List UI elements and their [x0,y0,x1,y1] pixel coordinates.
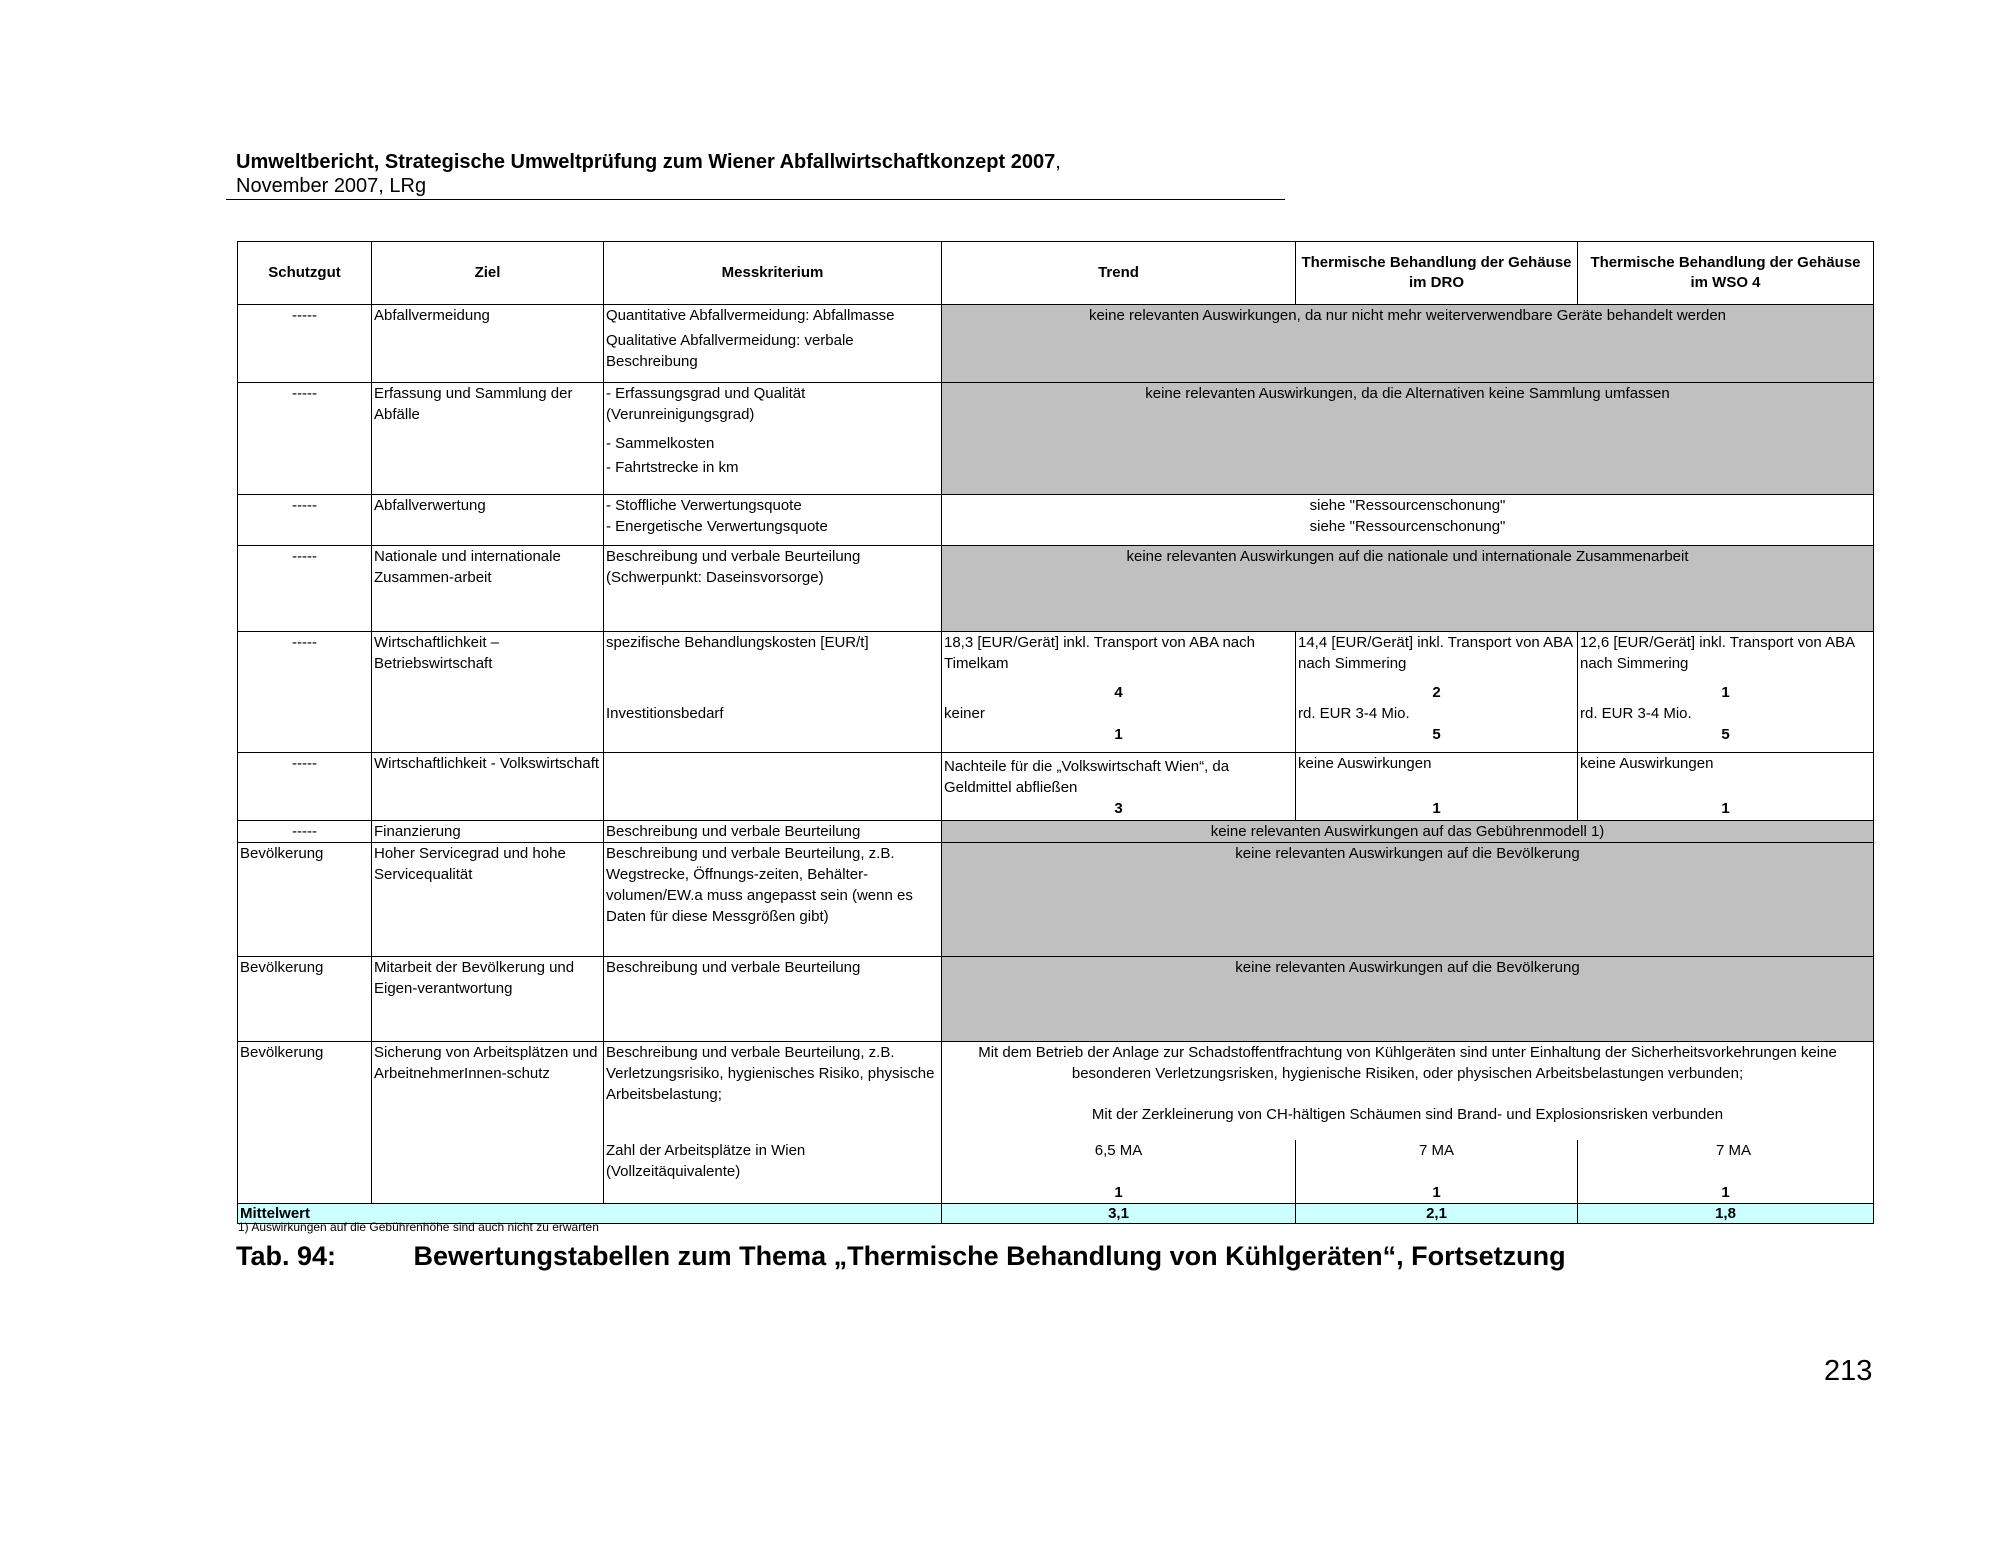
ziel-cell: Nationale und internationale Zusammen-arbeit [372,546,604,632]
column-header: Thermische Behandlung der Gehäuse im DRO [1296,242,1578,305]
table-header-row [238,242,1874,305]
value-text: 7 MA [1715,1141,1751,1159]
value-text: 14,4 [EUR/Gerät] inkl. Transport von ABA nach Simmering [1298,634,1573,672]
messkriterium-cell [604,305,942,383]
messkriterium-line: Quantitative Abfallvermeidung: Abfallmasse [606,307,895,324]
merged-assessment-cell: keine relevanten Auswirkungen auf das Gebührenmodell 1) [942,821,1874,843]
mean-dro: 2,1 [1296,1203,1578,1223]
assessment-text: Mit dem Betrieb der Anlage zur Schadstoffentfrachtung von Kühlgeräten sind unter Einhaltung der Sicherheitsvorkehrungen keine besonderen Verletzungsrisken, hygienische Risiken, oder physischen Arbeitsbelastungen verbunden; [978,1044,1837,1082]
reference-line: siehe "Ressourcenschonung" [1309,518,1506,535]
score-value: 4 [1114,684,1123,701]
ziel-cell: Wirtschaftlichkeit – Betriebswirtschaft [372,632,604,753]
evaluation-table [237,241,1874,1224]
ziel-cell: Erfassung und Sammlung der Abfälle [372,383,604,495]
table-footnote: 1) Auswirkungen auf die Gebührenhöhe sind auch nicht zu erwarten [238,1220,599,1234]
messkriterium-cell: Beschreibung und verbale Beurteilung [604,821,942,843]
schutzgut-cell: ----- [238,383,372,495]
wso-cell [1578,632,1874,753]
score-value: 1 [1432,1183,1441,1201]
score-value: 1 [1114,1183,1123,1201]
messkriterium-line: - Fahrtstrecke in km [606,459,739,476]
value-text: keine Auswirkungen [1298,755,1432,772]
messkriterium-cell [604,753,942,821]
schutzgut-cell: Bevölkerung [238,1042,372,1204]
score-value: 1 [1432,800,1441,817]
value-text: 12,6 [EUR/Gerät] inkl. Transport von ABA nach Simmering [1580,634,1855,672]
score-value: 1 [1721,800,1730,817]
schutzgut-cell: ----- [238,546,372,632]
caption-text: Bewertungstabellen zum Thema „Thermische Behandlung von Kühlgeräten“, Fortsetzung [413,1241,1566,1271]
merged-assessment-cell: keine relevanten Auswirkungen auf die Bevölkerung [942,957,1874,1042]
trend-cell [942,632,1296,753]
trend-cell [942,753,1296,821]
wso-cell [1578,1140,1874,1204]
caption-label: Tab. 94: [236,1241,337,1271]
messkriterium-line: - Energetische Verwertungsquote [606,518,828,535]
value-text: rd. EUR 3-4 Mio. [1580,705,1692,722]
table-row [238,305,1874,383]
ziel-cell: Abfallverwertung [372,495,604,546]
table-caption [236,1241,1566,1272]
messkriterium-line: Investitionsbedarf [606,705,724,722]
dro-cell [1296,632,1578,753]
ziel-cell: Abfallvermeidung [372,305,604,383]
messkriterium-line: Qualitative Abfallvermeidung: verbale Beschreibung [606,332,854,370]
merged-assessment-cell: keine relevanten Auswirkungen, da nur nicht mehr weiterverwendbare Geräte behandelt werden [942,305,1874,383]
value-text: 6,5 MA [1094,1141,1143,1159]
merged-assessment-cell [942,495,1874,546]
score-value: 3 [1114,800,1123,817]
value-text: Nachteile für die „Volkswirtschaft Wien“, da Geldmittel abfließen [944,758,1230,796]
ziel-cell: Mitarbeit der Bevölkerung und Eigen-verantwortung [372,957,604,1042]
wso-cell [1578,753,1874,821]
header-rule [226,199,1285,200]
table-row [238,843,1874,957]
table-row [238,632,1874,753]
column-header: Ziel [372,242,604,305]
messkriterium-cell [604,383,942,495]
column-header: Trend [942,242,1296,305]
table-row [238,753,1874,821]
messkriterium-line: Beschreibung und verbale Beurteilung, z.B. Verletzungsrisiko, hygienisches Risiko, physische Arbeitsbelastung; [606,1044,935,1103]
messkriterium-cell: Beschreibung und verbale Beurteilung, z.B. Wegstrecke, Öffnungs-zeiten, Behälter-volumen/EW.a muss angepasst sein (wenn es Daten für diese Messgrößen gibt) [604,843,942,957]
ziel-cell: Hoher Servicegrad und hohe Servicequalität [372,843,604,957]
mean-wso: 1,8 [1578,1203,1874,1223]
document-header [236,150,1286,198]
value-text: keiner [944,705,985,722]
ziel-cell: Finanzierung [372,821,604,843]
value-text: 18,3 [EUR/Gerät] inkl. Transport von ABA nach Timelkam [944,634,1255,672]
schutzgut-cell: ----- [238,821,372,843]
reference-line: siehe "Ressourcenschonung" [1309,497,1506,514]
column-header: Schutzgut [238,242,372,305]
trend-cell [942,1140,1296,1204]
score-value: 5 [1432,726,1441,743]
score-value: 1 [1721,1183,1730,1201]
score-value: 1 [1114,726,1123,743]
mean-trend: 3,1 [942,1203,1296,1223]
messkriterium-cell: Zahl der Arbeitsplätze in Wien (Vollzeitäquivalente) [604,1140,942,1204]
merged-assessment-cell [942,1042,1874,1140]
messkriterium-cell: Beschreibung und verbale Beurteilung (Schwerpunkt: Daseinsvorsorge) [604,546,942,632]
schutzgut-cell: ----- [238,632,372,753]
score-value: 1 [1721,684,1730,701]
messkriterium-line: - Sammelkosten [606,435,715,452]
document-title: Umweltbericht, Strategische Umweltprüfung zum Wiener Abfallwirtschaftkonzept 2007, [236,151,1061,173]
messkriterium-line: - Erfassungsgrad und Qualität (Verunreinigungsgrad) [606,385,806,423]
table-row [238,383,1874,495]
schutzgut-cell: Bevölkerung [238,957,372,1042]
merged-assessment-cell: keine relevanten Auswirkungen, da die Alternativen keine Sammlung umfassen [942,383,1874,495]
table-row [238,821,1874,843]
messkriterium-cell: Beschreibung und verbale Beurteilung [604,957,942,1042]
schutzgut-cell: ----- [238,305,372,383]
dro-cell [1296,1140,1578,1204]
table-row [238,957,1874,1042]
value-text: 7 MA [1418,1141,1454,1159]
value-text: keine Auswirkungen [1580,755,1714,772]
column-header: Messkriterium [604,242,942,305]
messkriterium-line: spezifische Behandlungskosten [EUR/t] [606,634,869,651]
schutzgut-cell: ----- [238,753,372,821]
merged-assessment-cell: keine relevanten Auswirkungen auf die nationale und internationale Zusammenarbeit [942,546,1874,632]
messkriterium-line: - Stoffliche Verwertungsquote [606,497,802,514]
messkriterium-cell [604,1042,942,1140]
messkriterium-cell [604,632,942,753]
table-row [238,495,1874,546]
merged-assessment-cell: keine relevanten Auswirkungen auf die Bevölkerung [942,843,1874,957]
assessment-text: Mit der Zerkleinerung von CH-hältigen Schäumen sind Brand- und Explosionsrisken verbunden [1091,1106,1724,1123]
page-number: 213 [1824,1355,1873,1387]
mean-label: Mittelwert [238,1203,942,1223]
ziel-cell: Sicherung von Arbeitsplätzen und ArbeitnehmerInnen-schutz [372,1042,604,1204]
score-value: 5 [1721,726,1730,743]
document-subtitle: November 2007, LRg [236,175,427,197]
ziel-cell: Wirtschaftlichkeit - Volkswirtschaft [372,753,604,821]
score-value: 2 [1432,684,1441,701]
value-text: rd. EUR 3-4 Mio. [1298,705,1410,722]
schutzgut-cell: ----- [238,495,372,546]
messkriterium-cell [604,495,942,546]
table-row [238,546,1874,632]
table-row [238,1042,1874,1140]
column-header: Thermische Behandlung der Gehäuse im WSO 4 [1578,242,1874,305]
dro-cell [1296,753,1578,821]
schutzgut-cell: Bevölkerung [238,843,372,957]
